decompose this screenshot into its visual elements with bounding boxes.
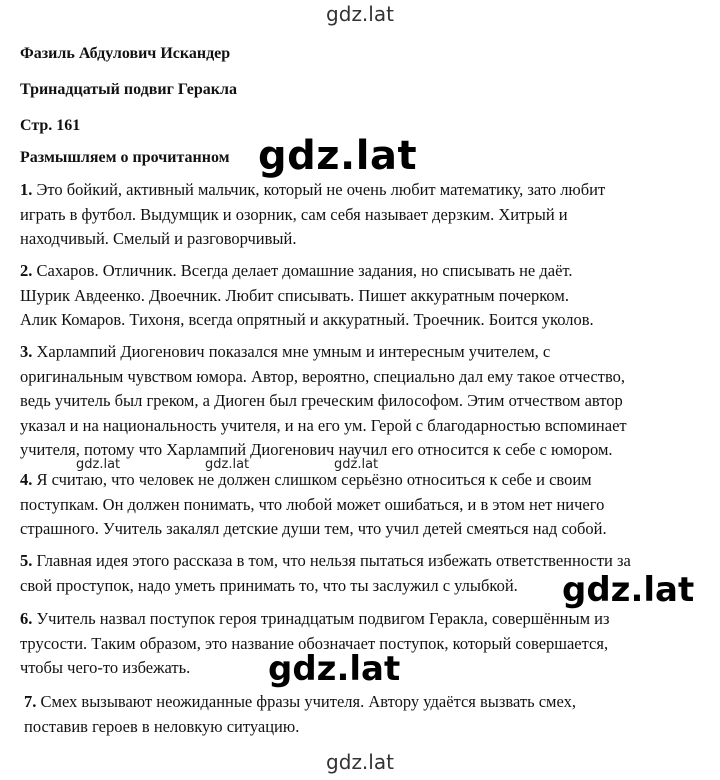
answer-line: поставив героев в неловкую ситуацию. — [24, 716, 300, 736]
watermark-small: gdz.lat — [334, 457, 379, 472]
answer-line: поступкам. Он должен понимать, что любой может ошибаться, и в этом нет ничего — [20, 494, 605, 514]
answer-line: Главная идея этого рассказа в том, что нельзя пытаться избежать ответственности за — [32, 551, 631, 570]
watermark-bottom: gdz.lat — [326, 750, 394, 774]
answer-line: Харлампий Диогенович показался мне умным и интересным учителем, с — [32, 342, 551, 361]
answer-line: чтобы чего-то избежать. — [20, 658, 191, 677]
answer-line: указал и на национальность учителя, и на его ум. Герой с благодарностью вспоминает — [20, 415, 627, 435]
answer-4 — [20, 468, 700, 542]
watermark-large: gdz.lat — [258, 133, 418, 179]
answer-line: находчивый. Смелый и разговорчивый. — [20, 229, 297, 248]
answer-line: Смех вызывают неожиданные фразы учителя. Автору удаётся вызвать смех, — [36, 692, 576, 711]
author-heading: Фазиль Абдулович Искандер — [20, 45, 231, 62]
answer-line: Алик Комаров. Тихоня, всегда опрятный и аккуратный. Троечник. Боится уколов. — [20, 310, 594, 329]
answer-line: Я считаю, что человек не должен слишком серьёзно относиться к себе и своим — [32, 470, 592, 489]
section-heading: Размышляем о прочитанном — [20, 149, 230, 166]
answer-line: трусости. Таким образом, это название обозначает поступок, который совершается, — [20, 633, 609, 653]
story-title: Тринадцатый подвиг Геракла — [20, 81, 237, 98]
page-reference: Стр. 161 — [20, 117, 81, 134]
answer-line: Это бойкий, активный мальчик, который не очень любит математику, зато любит — [32, 180, 606, 199]
answer-1 — [20, 178, 700, 252]
answer-line: Сахаров. Отличник. Всегда делает домашние задания, но списывать не даёт. — [32, 261, 573, 280]
answer-number: 1. — [20, 180, 33, 199]
watermark-small: gdz.lat — [205, 457, 250, 472]
answer-line: Шурик Авдеенко. Двоечник. Любит списывать. Пишет аккуратным почерком. — [20, 285, 569, 305]
answer-line: оригинальным чувством юмора. Автор, вероятно, специально дал ему такое отчество, — [20, 366, 626, 386]
answer-number: 3. — [20, 342, 33, 361]
answer-number: 5. — [20, 551, 33, 570]
watermark-small: gdz.lat — [76, 457, 121, 472]
answer-7 — [24, 690, 704, 739]
answer-line: свой проступок, надо уметь принимать то, что ты заслужил с улыбкой. — [20, 575, 518, 595]
answer-number: 4. — [20, 470, 33, 489]
answer-2 — [20, 259, 700, 333]
watermark-large: gdz.lat — [562, 570, 695, 610]
answer-line: ведь учитель был греком, а Диоген был греческим философом. Этим отчеством автор — [20, 391, 623, 410]
answer-line: играть в футбол. Выдумщик и озорник, сам себя называет дерзким. Хитрый и — [20, 204, 568, 224]
answer-line: Учитель назвал поступок героя тринадцатым подвигом Геракла, совершённым из — [32, 609, 610, 628]
watermark-top: gdz.lat — [326, 2, 394, 26]
answer-line: страшного. Учитель закалял детские души тем, что учил детей смеяться над собой. — [20, 519, 607, 538]
watermark-large: gdz.lat — [268, 649, 401, 689]
answer-line: учителя, потому что Харлампий Диогенович научил его относится к себе с юмором. — [20, 440, 613, 459]
answer-3 — [20, 340, 700, 463]
answer-number: 2. — [20, 261, 33, 280]
answer-number: 7. — [24, 692, 37, 711]
answer-number: 6. — [20, 609, 33, 628]
